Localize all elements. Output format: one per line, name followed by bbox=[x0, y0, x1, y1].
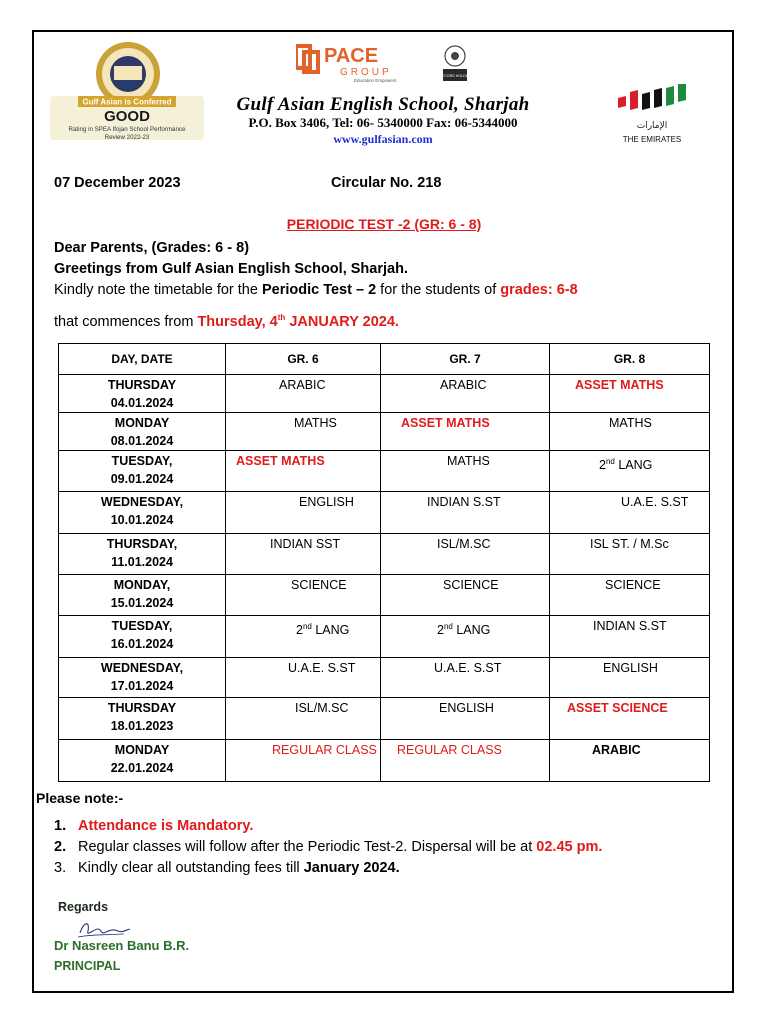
table-row bbox=[59, 375, 710, 413]
spea-rating-badge bbox=[48, 40, 206, 144]
regards-text: Regards bbox=[58, 900, 109, 914]
gr6-cell: REGULAR CLASS bbox=[226, 740, 381, 782]
gr7-cell: REGULAR CLASS bbox=[381, 740, 550, 782]
intro-line-1: Kindly note the timetable for the Periodic Test – 2 for the students of grades: 6-8 bbox=[54, 282, 578, 298]
day-cell: THURSDAY, 11.01.2024 bbox=[59, 534, 226, 575]
gr8-cell: INDIAN S.ST bbox=[550, 616, 710, 658]
svg-text:الإمارات: الإمارات bbox=[636, 121, 668, 131]
svg-text:PACE: PACE bbox=[324, 45, 379, 67]
gr7-cell: SCIENCE bbox=[381, 575, 550, 616]
day-cell: MONDAY 22.01.2024 bbox=[59, 740, 226, 782]
table-row bbox=[59, 575, 710, 616]
svg-text:GOOD: GOOD bbox=[104, 108, 150, 125]
school-address: P.O. Box 3406, Tel: 06- 5340000 Fax: 06-5344000 bbox=[248, 115, 518, 130]
table-row bbox=[59, 616, 710, 658]
day-cell: WEDNESDAY, 10.01.2024 bbox=[59, 492, 226, 534]
svg-text:Review 2022-23: Review 2022-23 bbox=[104, 134, 150, 141]
school-website-link[interactable]: www.gulfasian.com bbox=[333, 132, 433, 146]
gr6-cell: ARABIC bbox=[226, 375, 381, 413]
table-header-row bbox=[59, 344, 710, 375]
circular-number: Circular No. 218 bbox=[331, 175, 442, 191]
table-row bbox=[59, 413, 710, 451]
salutation: Dear Parents, (Grades: 6 - 8) bbox=[54, 240, 250, 256]
day-cell: TUESDAY, 09.01.2024 bbox=[59, 451, 226, 492]
header-gr7: GR. 7 bbox=[381, 344, 550, 375]
gr7-cell: ENGLISH bbox=[381, 698, 550, 740]
gr7-cell: MATHS bbox=[381, 451, 550, 492]
principal-title: PRINCIPAL bbox=[54, 959, 121, 973]
svg-text:THE EMIRATES: THE EMIRATES bbox=[622, 135, 682, 144]
day-cell: MONDAY 08.01.2024 bbox=[59, 413, 226, 451]
intro-line-2: that commences from Thursday, 4th JANUARY 2024. bbox=[54, 313, 399, 330]
gr6-cell: ENGLISH bbox=[226, 492, 381, 534]
header-gr6: GR. 6 bbox=[226, 344, 381, 375]
gr8-cell: U.A.E. S.ST bbox=[550, 492, 710, 534]
gr7-cell: ARABIC bbox=[381, 375, 550, 413]
table-row bbox=[59, 534, 710, 575]
svg-text:Education Empowers: Education Empowers bbox=[354, 78, 397, 83]
gr7-cell: 2nd LANG bbox=[381, 616, 550, 658]
list-item: 3. Kindly clear all outstanding fees till January 2024. bbox=[54, 860, 400, 876]
notes-list bbox=[54, 818, 602, 881]
day-cell: THURSDAY 04.01.2024 bbox=[59, 375, 226, 413]
notes-heading: Please note:- bbox=[36, 790, 124, 806]
gr6-cell: INDIAN SST bbox=[226, 534, 381, 575]
gr8-cell: 2nd LANG bbox=[550, 451, 710, 492]
gr8-cell: SCIENCE bbox=[550, 575, 710, 616]
table-row bbox=[59, 492, 710, 534]
gr6-cell: MATHS bbox=[226, 413, 381, 451]
header-day: DAY, DATE bbox=[59, 344, 226, 375]
day-cell: THURSDAY 18.01.2023 bbox=[59, 698, 226, 740]
gr8-cell: MATHS bbox=[550, 413, 710, 451]
gr8-cell: ENGLISH bbox=[550, 658, 710, 698]
greeting: Greetings from Gulf Asian English School, Sharjah. bbox=[54, 261, 408, 277]
the-emirates-logo bbox=[612, 84, 716, 146]
gr8-cell: ASSET MATHS bbox=[550, 375, 710, 413]
gr8-cell: ARABIC bbox=[550, 740, 710, 782]
svg-text:Gulf Asian is Conferred: Gulf Asian is Conferred bbox=[82, 97, 172, 107]
svg-text:Rating in SPEA Ifojan School P: Rating in SPEA Ifojan School Performance bbox=[68, 126, 186, 133]
gr6-cell: ASSET MATHS bbox=[226, 451, 381, 492]
svg-text:RECORD HOLDER: RECORD HOLDER bbox=[439, 74, 471, 78]
table-row bbox=[59, 451, 710, 492]
gr6-cell: SCIENCE bbox=[226, 575, 381, 616]
header-gr8: GR. 8 bbox=[550, 344, 710, 375]
gr8-cell: ASSET SCIENCE bbox=[550, 698, 710, 740]
circular-title: PERIODIC TEST -2 (GR: 6 - 8) bbox=[286, 216, 482, 232]
gr7-cell: U.A.E. S.ST bbox=[381, 658, 550, 698]
day-cell: MONDAY, 15.01.2024 bbox=[59, 575, 226, 616]
table-row bbox=[59, 658, 710, 698]
pace-group-logo bbox=[296, 42, 472, 84]
gr6-cell: 2nd LANG bbox=[226, 616, 381, 658]
principal-name: Dr Nasreen Banu B.R. bbox=[54, 938, 190, 953]
school-name: Gulf Asian English School, Sharjah bbox=[236, 94, 530, 115]
gr7-cell: INDIAN S.ST bbox=[381, 492, 550, 534]
table-row bbox=[59, 740, 710, 782]
day-cell: WEDNESDAY, 17.01.2024 bbox=[59, 658, 226, 698]
gr7-cell: ISL/M.SC bbox=[381, 534, 550, 575]
table-row bbox=[59, 698, 710, 740]
day-cell: TUESDAY, 16.01.2024 bbox=[59, 616, 226, 658]
circular-date: 07 December 2023 bbox=[54, 175, 181, 191]
timetable bbox=[58, 343, 710, 782]
svg-text:GROUP: GROUP bbox=[340, 67, 392, 78]
gr6-cell: U.A.E. S.ST bbox=[226, 658, 381, 698]
gr8-cell: ISL ST. / M.Sc bbox=[550, 534, 710, 575]
list-item: 1. Attendance is Mandatory. bbox=[54, 818, 254, 834]
list-item: 2. Regular classes will follow after the Periodic Test-2. Dispersal will be at 02.45 pm. bbox=[54, 839, 603, 855]
gr6-cell: ISL/M.SC bbox=[226, 698, 381, 740]
gr7-cell: ASSET MATHS bbox=[381, 413, 550, 451]
